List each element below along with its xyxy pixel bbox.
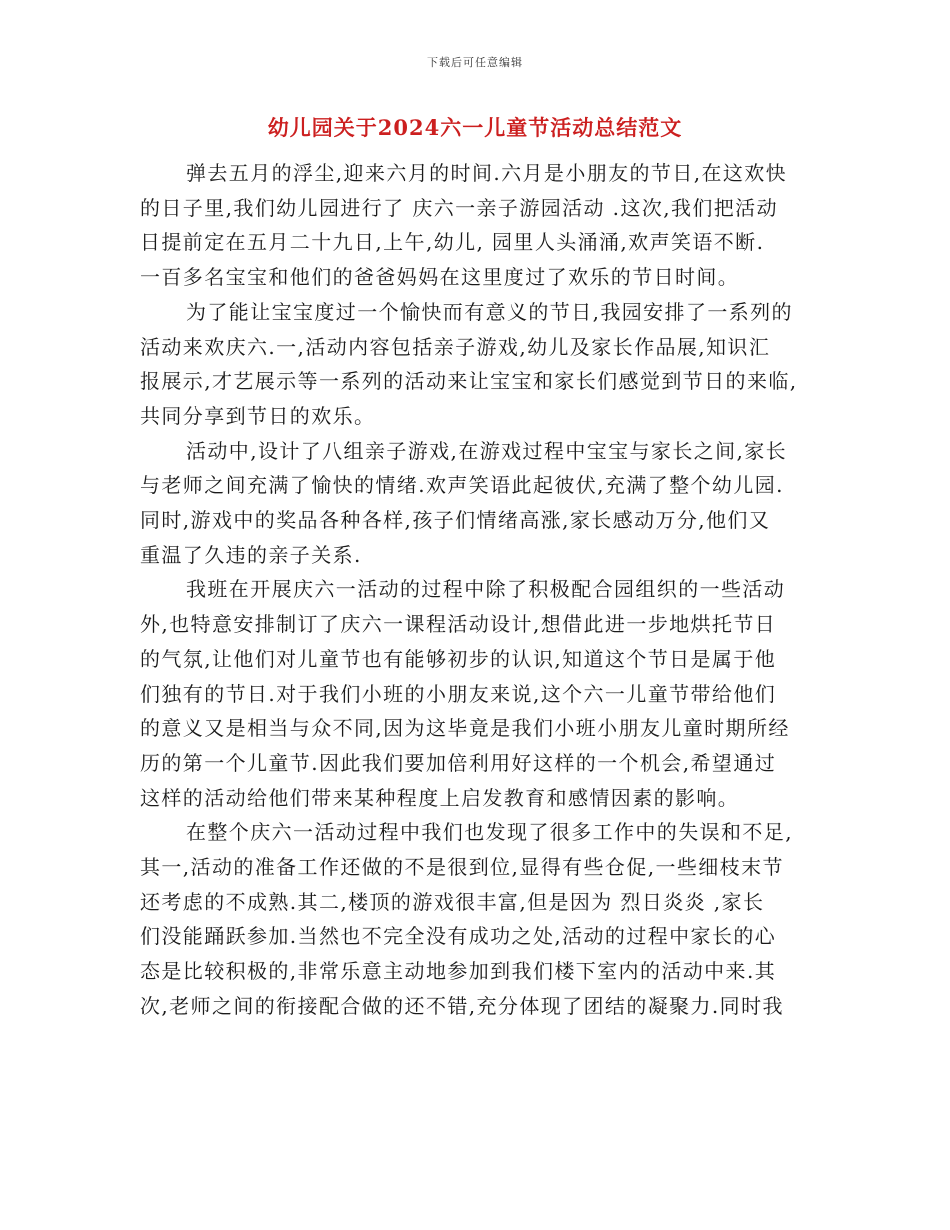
text-line: 的日子里,我们幼儿园进行了 庆六一亲子游园活动 .这次,我们把活动 xyxy=(140,195,778,220)
paragraph-5 xyxy=(140,815,812,1023)
text-line: 态是比较积极的,非常乐意主动地参加到我们楼下室内的活动中来.其 xyxy=(140,959,777,984)
text-line: 这样的活动给他们带来某种程度上启发教育和感情因素的影响。 xyxy=(140,785,740,810)
text-line: 历的第一个儿童节.因此我们要加倍利用好这样的一个机会,希望通过 xyxy=(140,750,777,775)
text-line: 外,也特意安排制订了庆六一课程活动设计,想借此进一步地烘托节日 xyxy=(140,612,777,637)
text-line: 的意义又是相当与众不同,因为这毕竟是我们小班小朋友儿童时期所经 xyxy=(140,716,790,741)
text-line: 其一,活动的准备工作还做的不是很到位,显得有些仓促,一些细枝末节 xyxy=(140,855,784,880)
text-line: 报展示,才艺展示等一系列的活动来让宝宝和家长们感觉到节日的来临, xyxy=(140,369,798,394)
text-line: 弹去五月的浮尘,迎来六月的时间.六月是小朋友的节日,在这欢快 xyxy=(186,161,788,185)
text-line: 在整个庆六一活动过程中我们也发现了很多工作中的失误和不足, xyxy=(186,820,793,845)
text-line: 们没能踊跃参加.当然也不完全没有成功之处,活动的过程中家长的心 xyxy=(140,924,777,949)
text-line: 日提前定在五月二十九日,上午,幼儿, 园里人头涌涌,欢声笑语不断. xyxy=(140,230,765,255)
text-line: 为了能让宝宝度过一个愉快而有意义的节日,我园安排了一系列的 xyxy=(186,299,793,324)
document-title: 幼儿园关于2024六一儿童节活动总结范文 xyxy=(267,115,683,140)
paragraph-3 xyxy=(140,434,812,573)
text-line: 活动来欢庆六.一,活动内容包括亲子游戏,幼儿及家长作品展,知识汇 xyxy=(140,334,771,359)
text-line: 一百多名宝宝和他们的爸爸妈妈在这里度过了欢乐的节日时间。 xyxy=(140,265,740,290)
text-line: 活动中,设计了八组亲子游戏,在游戏过程中宝宝与家长之间,家长 xyxy=(186,438,788,463)
text-line: 我班在开展庆六一活动的过程中除了积极配合园组织的一些活动 xyxy=(186,577,786,602)
text-line: 们独有的节日.对于我们小班的小朋友来说,这个六一儿童节带给他们 xyxy=(140,681,777,706)
text-line: 次,老师之间的衔接配合做的还不错,充分体现了团结的凝聚力.同时我 xyxy=(140,993,784,1018)
text-line: 还考虑的不成熟.其二,楼顶的游戏很丰富,但是因为 烈日炎炎 ,家长 xyxy=(140,889,765,914)
header-note: 下载后可任意编辑 xyxy=(427,56,523,69)
paragraph-1 xyxy=(140,156,812,295)
paragraph-2 xyxy=(140,295,812,434)
text-line: 与老师之间充满了愉快的情绪.欢声笑语此起彼伏,充满了整个幼儿园. xyxy=(140,473,784,498)
text-line: 同时,游戏中的奖品各种各样,孩子们情绪高涨,家长感动万分,他们又 xyxy=(140,508,771,533)
text-line: 重温了久违的亲子关系. xyxy=(140,542,362,567)
paragraph-4 xyxy=(140,572,812,815)
text-line: 的气氛,让他们对儿童节也有能够初步的认识,知道这个节日是属于他 xyxy=(140,646,777,671)
document-body xyxy=(140,156,812,1024)
text-line: 共同分享到节日的欢乐。 xyxy=(140,403,376,428)
